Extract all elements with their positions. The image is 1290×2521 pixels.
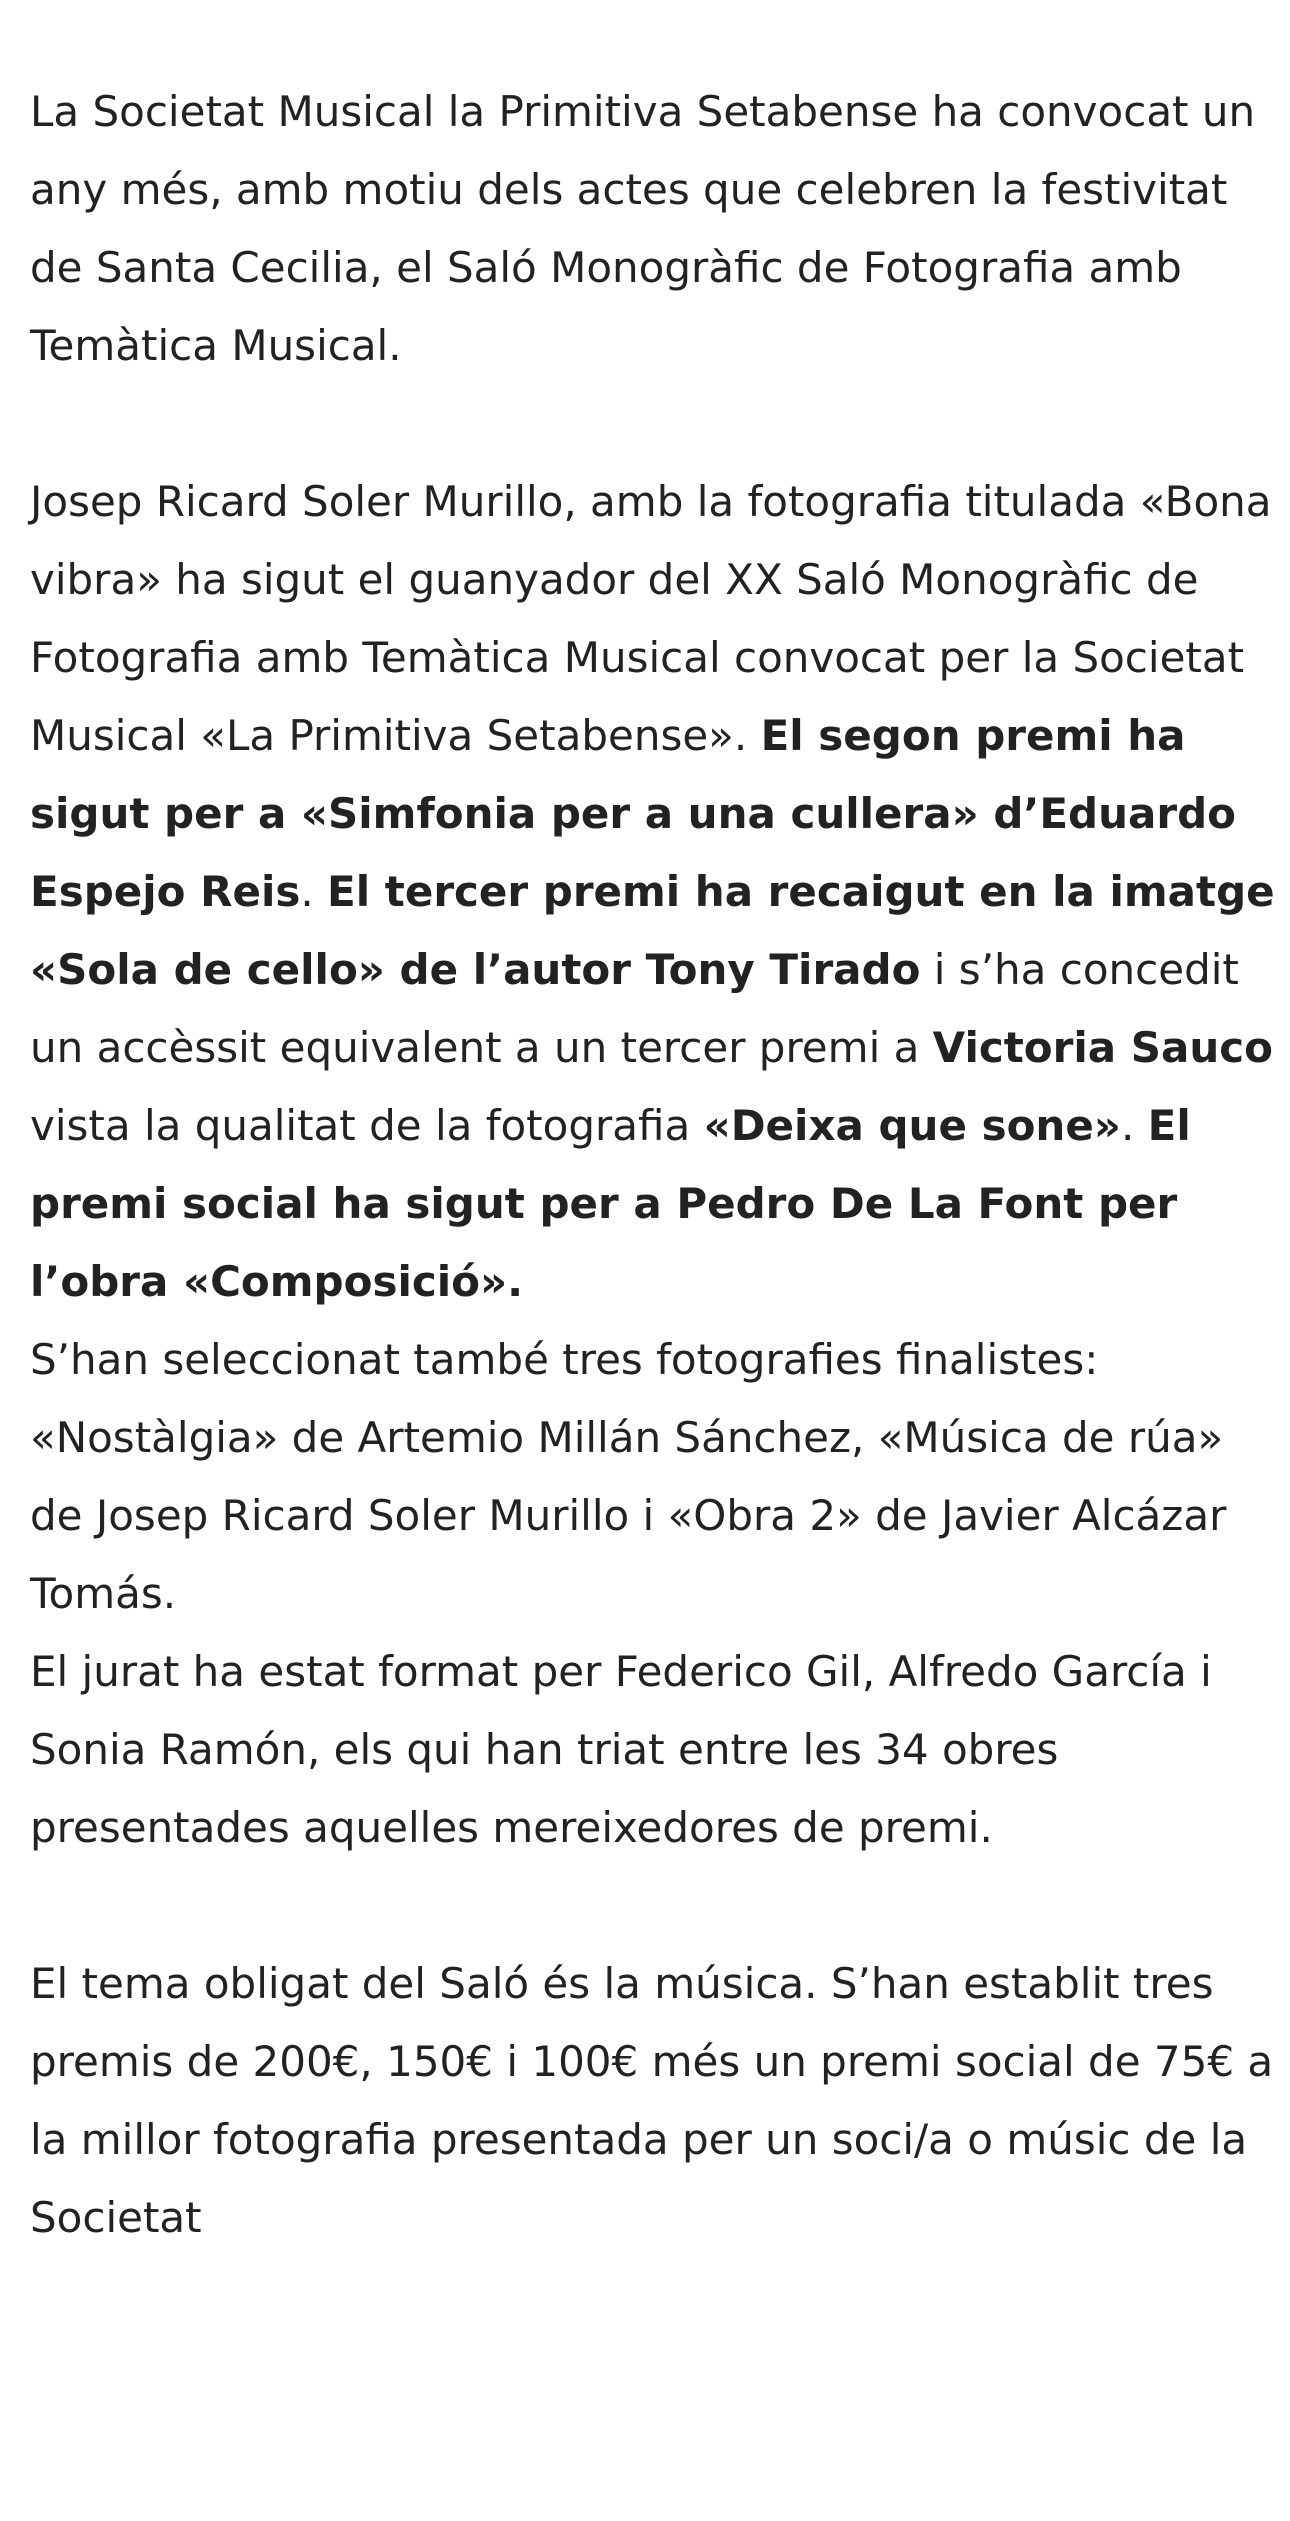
- accessit-title: «Deixa que sone»: [703, 1101, 1121, 1150]
- winners-text-3: i s’ha concedit un accèssit equivalent a un tercer premi a: [30, 945, 1239, 1072]
- third-prize-text: El tercer premi ha recaigut en la imatge «Sola de cello» de l’autor Tony Tirado: [30, 867, 1275, 994]
- paragraph-spacer: [30, 385, 1275, 463]
- paragraph-spacer: [30, 1867, 1275, 1945]
- winners-text-4: vista la qualitat de la fotografia: [30, 1101, 704, 1150]
- social-prize-text: El premi social ha sigut per a Pedro De La Font per l’obra «Composició».: [30, 1101, 1191, 1306]
- accessit-author: Victoria Sauco: [932, 1023, 1273, 1072]
- jury-paragraph: El jurat ha estat format per Federico Gil, Alfredo García i Sonia Ramón, els qui han triat entre les 34 obres presentades aquelles mereixedores de premi.: [30, 1647, 1212, 1852]
- second-prize-text: El segon premi ha sigut per a «Simfonia per a una cullera» d’Eduardo Espejo Reis: [30, 711, 1236, 916]
- finalists-paragraph: S’han seleccionat també tres fotografies finalistes: «Nostàlgia» de Artemio Millán Sánchez, «Música de rúa» de Josep Ricard Soler Murillo i «Obra 2» de Javier Alcázar Tomás.: [30, 1335, 1227, 1618]
- article-body: [30, 73, 1275, 2257]
- rules-paragraph: El tema obligat del Saló és la música. S’han establit tres premis de 200€, 150€ i 100€ més un premi social de 75€ a la millor fotografia presentada per un soci/a o músic de la Societat: [30, 1959, 1274, 2242]
- winners-text-1: Josep Ricard Soler Murillo, amb la fotografia titulada «Bona vibra» ha sigut el guanyador del XX Saló Monogràfic de Fotografia amb Temàtica Musical convocat per la Societat Musical «La Primitiva Setabense».: [30, 477, 1272, 760]
- winners-paragraph: [30, 463, 1275, 1321]
- intro-paragraph: La Societat Musical la Primitiva Setabense ha convocat un any més, amb motiu dels actes que celebren la festivitat de Santa Cecilia, el Saló Monogràfic de Fotografia amb Temàtica Musical.: [30, 87, 1256, 370]
- winners-text-2: .: [300, 867, 328, 916]
- winners-text-5: .: [1120, 1101, 1148, 1150]
